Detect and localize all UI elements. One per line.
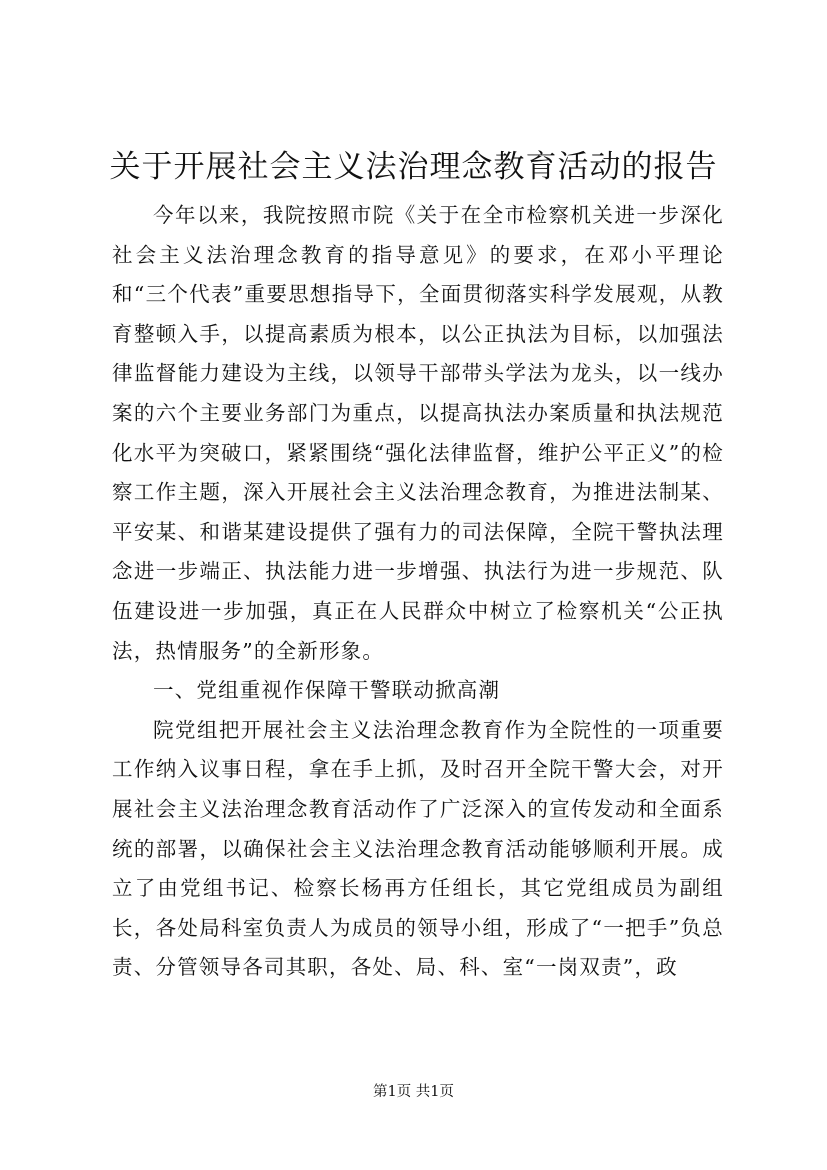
section-paragraph: 院党组把开展社会主义法治理念教育作为全院性的一项重要工作纳入议事日程，拿在手上抓，及时召开全院干警大会，对开展社会主义法治理念教育活动作了广泛深入的宣传发动和全面系统的部署，以确保社会主义法治理念教育活动能够顺利开展。成立了由党组书记、检察长杨再方任组长，其它党组成员为副组长，各处局科室负责人为成员的领导小组，形成了“一把手”负总责、分管领导各司其职，各处、局、科、室“一岗双责”，政 <box>112 717 724 980</box>
document-title: 关于开展社会主义法治理念教育活动的报告 <box>109 149 718 185</box>
intro-paragraph: 今年以来，我院按照市院《关于在全市检察机关进一步深化社会主义法治理念教育的指导意见》的要求，在邓小平理论和“三个代表”重要思想指导下，全面贯彻落实科学发展观，从教育整顿入手，以提高素质为根本，以公正执法为目标，以加强法律监督能力建设为主线，以领导干部带头学法为龙头，以一线办案的六个主要业务部门为重点，以提高执法办案质量和执法规范化水平为突破口，紧紧围绕“强化法律监督，维护公平正义”的检察工作主题，深入开展社会主义法治理念教育，为推进法制某、平安某、和谐某建设提供了强有力的司法保障，全院干警执法理念进一步端正、执法能力进一步增强、执法行为进一步规范、队伍建设进一步加强，真正在人民群众中树立了检察机关“公正执法，热情服务”的全新形象。 <box>112 203 724 663</box>
section-heading: 一、党组重视作保障干警联动掀高潮 <box>153 678 501 703</box>
page-footer: 第1页 共1页 <box>372 1084 455 1100</box>
document-body <box>112 196 724 988</box>
